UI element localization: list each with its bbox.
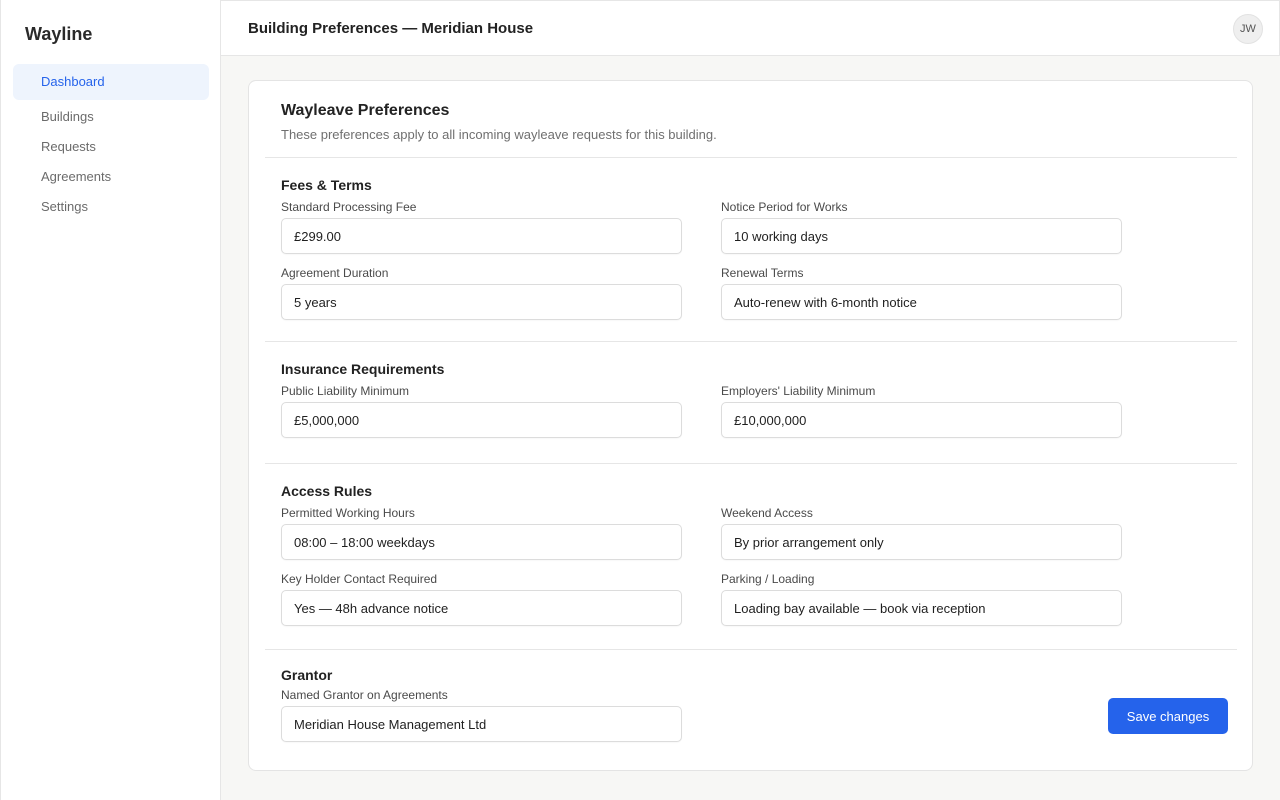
sidebar-item-agreements[interactable]: Agreements — [41, 169, 112, 184]
section-title-grantor: Grantor — [281, 667, 333, 683]
sidebar-nav — [13, 64, 209, 222]
divider — [265, 341, 1237, 342]
parking-input[interactable] — [721, 590, 1122, 626]
sidebar-item-settings[interactable]: Settings — [41, 199, 88, 214]
notice-period-input[interactable] — [721, 218, 1122, 254]
card-title: Wayleave Preferences — [281, 102, 450, 119]
sidebar-item-buildings[interactable]: Buildings — [41, 109, 94, 124]
agreement-duration-label: Agreement Duration — [281, 266, 389, 280]
weekend-access-input[interactable] — [721, 524, 1122, 560]
named-grantor-input[interactable] — [281, 706, 682, 742]
processing-fee-label: Standard Processing Fee — [281, 200, 417, 214]
section-title-insurance: Insurance Requirements — [281, 361, 445, 377]
key-holder-label: Key Holder Contact Required — [281, 572, 438, 586]
agreement-duration-input[interactable] — [281, 284, 682, 320]
weekend-access-label: Weekend Access — [721, 506, 813, 520]
page-title: Building Preferences — Meridian House — [248, 20, 534, 37]
main-content — [221, 0, 1280, 800]
brand-logo[interactable]: Wayline — [25, 24, 93, 44]
save-changes-button[interactable]: Save changes — [1108, 698, 1228, 734]
named-grantor-label: Named Grantor on Agreements — [281, 688, 448, 702]
divider — [265, 463, 1237, 464]
sidebar-item-requests[interactable]: Requests — [41, 139, 96, 154]
employers-liability-input[interactable] — [721, 402, 1122, 438]
divider — [265, 649, 1237, 650]
key-holder-input[interactable] — [281, 590, 682, 626]
section-title-fees: Fees & Terms — [281, 177, 372, 193]
processing-fee-input[interactable] — [281, 218, 682, 254]
public-liability-input[interactable] — [281, 402, 682, 438]
employers-liability-label: Employers' Liability Minimum — [721, 384, 876, 398]
sidebar-item-dashboard[interactable]: Dashboard — [13, 64, 209, 100]
working-hours-input[interactable] — [281, 524, 682, 560]
user-avatar[interactable]: JW — [1233, 14, 1263, 44]
sidebar — [0, 0, 221, 800]
public-liability-label: Public Liability Minimum — [281, 384, 410, 398]
parking-label: Parking / Loading — [721, 572, 815, 586]
divider — [265, 157, 1237, 158]
renewal-terms-input[interactable] — [721, 284, 1122, 320]
card-subtitle: These preferences apply to all incoming wayleave requests for this building. — [281, 127, 717, 142]
preferences-card — [248, 80, 1253, 771]
notice-period-label: Notice Period for Works — [721, 200, 848, 214]
section-title-access: Access Rules — [281, 483, 373, 499]
top-bar — [221, 0, 1280, 56]
renewal-terms-label: Renewal Terms — [721, 266, 804, 280]
working-hours-label: Permitted Working Hours — [281, 506, 415, 520]
